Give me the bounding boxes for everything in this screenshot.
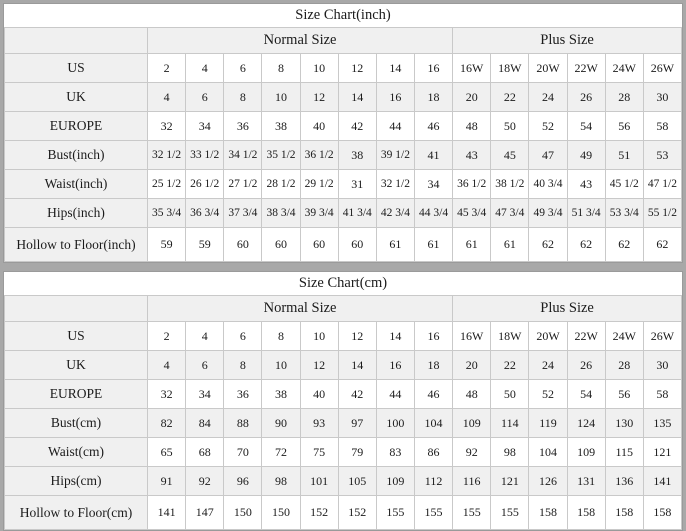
- table-cell: 6: [224, 54, 262, 83]
- table-cell: 158: [567, 496, 605, 530]
- table-cell: 136: [605, 467, 643, 496]
- table-cell: 2: [148, 322, 186, 351]
- table-cell: 155: [414, 496, 452, 530]
- table-row: [5, 380, 682, 409]
- table-cell: 38: [262, 112, 300, 141]
- table-row: [5, 228, 682, 262]
- table-cell: 72: [262, 438, 300, 467]
- table-cell: 36: [224, 112, 262, 141]
- table-cell: 96: [224, 467, 262, 496]
- table-cell: 25 1/2: [148, 170, 186, 199]
- table-cell: 32: [148, 380, 186, 409]
- table-cell: 46: [414, 112, 452, 141]
- table-cell: 135: [643, 409, 681, 438]
- table-cell: 39 1/2: [376, 141, 414, 170]
- chart-title: Size Chart(cm): [5, 272, 682, 296]
- row-label: EUROPE: [5, 380, 148, 409]
- table-cell: 2: [148, 54, 186, 83]
- table-cell: 4: [186, 54, 224, 83]
- table-cell: 105: [338, 467, 376, 496]
- table-cell: 155: [491, 496, 529, 530]
- table-cell: 8: [262, 322, 300, 351]
- table-cell: 38: [262, 380, 300, 409]
- table-cell: 59: [186, 228, 224, 262]
- table-cell: 52: [529, 380, 567, 409]
- row-label: EUROPE: [5, 112, 148, 141]
- table-cell: 54: [567, 112, 605, 141]
- table-cell: 116: [453, 467, 491, 496]
- table-row: [5, 322, 682, 351]
- row-label: Waist(cm): [5, 438, 148, 467]
- table-row: [5, 467, 682, 496]
- table-cell: 83: [376, 438, 414, 467]
- table-cell: 150: [224, 496, 262, 530]
- table-cell: 100: [376, 409, 414, 438]
- row-label: Hollow to Floor(cm): [5, 496, 148, 530]
- table-cell: 124: [567, 409, 605, 438]
- table-cell: 58: [643, 380, 681, 409]
- table-cell: 60: [224, 228, 262, 262]
- table-row: [5, 438, 682, 467]
- table-cell: 60: [300, 228, 338, 262]
- table-cell: 61: [376, 228, 414, 262]
- table-cell: 30: [643, 83, 681, 112]
- table-cell: 10: [262, 83, 300, 112]
- table-cell: 36 3/4: [186, 199, 224, 228]
- table-cell: 22: [491, 351, 529, 380]
- group-header: Normal Size: [148, 296, 453, 322]
- chart-title-row: [5, 272, 682, 296]
- table-cell: 37 3/4: [224, 199, 262, 228]
- table-cell: 6: [224, 322, 262, 351]
- table-cell: 41 3/4: [338, 199, 376, 228]
- table-cell: 10: [262, 351, 300, 380]
- table-cell: 53: [643, 141, 681, 170]
- table-cell: 59: [148, 228, 186, 262]
- table-cell: 119: [529, 409, 567, 438]
- table-cell: 18W: [491, 54, 529, 83]
- table-cell: 16: [376, 83, 414, 112]
- table-cell: 30: [643, 351, 681, 380]
- table-cell: 62: [529, 228, 567, 262]
- table-cell: 104: [414, 409, 452, 438]
- table-cell: 34 1/2: [224, 141, 262, 170]
- table-cell: 38 3/4: [262, 199, 300, 228]
- table-cell: 48: [453, 112, 491, 141]
- table-cell: 26W: [643, 54, 681, 83]
- table-cell: 56: [605, 112, 643, 141]
- table-cell: 22: [491, 83, 529, 112]
- chart-title: Size Chart(inch): [5, 4, 682, 28]
- table-cell: 92: [453, 438, 491, 467]
- table-cell: 12: [338, 54, 376, 83]
- group-header-row: [5, 296, 682, 322]
- table-cell: 48: [453, 380, 491, 409]
- group-header: Plus Size: [453, 296, 682, 322]
- table-cell: 20W: [529, 322, 567, 351]
- table-cell: 22W: [567, 322, 605, 351]
- table-cell: 12: [338, 322, 376, 351]
- table-cell: 26: [567, 83, 605, 112]
- table-cell: 68: [186, 438, 224, 467]
- table-cell: 158: [529, 496, 567, 530]
- group-header: Plus Size: [453, 28, 682, 54]
- table-cell: 18: [414, 351, 452, 380]
- table-cell: 44: [376, 112, 414, 141]
- table-cell: 38: [338, 141, 376, 170]
- table-cell: 40: [300, 380, 338, 409]
- table-cell: 62: [605, 228, 643, 262]
- table-cell: 14: [376, 54, 414, 83]
- table-cell: 28 1/2: [262, 170, 300, 199]
- table-cell: 32: [148, 112, 186, 141]
- table-cell: 44: [376, 380, 414, 409]
- table-row: [5, 496, 682, 530]
- table-cell: 14: [376, 322, 414, 351]
- table-cell: 32 1/2: [148, 141, 186, 170]
- group-header: Normal Size: [148, 28, 453, 54]
- table-cell: 24W: [605, 54, 643, 83]
- table-cell: 61: [414, 228, 452, 262]
- table-cell: 47: [529, 141, 567, 170]
- table-cell: 98: [262, 467, 300, 496]
- table-cell: 8: [224, 351, 262, 380]
- table-cell: 82: [148, 409, 186, 438]
- table-cell: 4: [148, 351, 186, 380]
- table-cell: 44 3/4: [414, 199, 452, 228]
- table-cell: 34: [186, 112, 224, 141]
- table-cell: 150: [262, 496, 300, 530]
- table-cell: 84: [186, 409, 224, 438]
- table-cell: 28: [605, 83, 643, 112]
- table-cell: 54: [567, 380, 605, 409]
- row-label: Hips(cm): [5, 467, 148, 496]
- table-cell: 40 3/4: [529, 170, 567, 199]
- table-cell: 97: [338, 409, 376, 438]
- table-cell: 8: [224, 83, 262, 112]
- table-cell: 109: [376, 467, 414, 496]
- table-row: [5, 199, 682, 228]
- table-cell: 29 1/2: [300, 170, 338, 199]
- row-label: UK: [5, 83, 148, 112]
- table-cell: 43: [453, 141, 491, 170]
- table-cell: 121: [491, 467, 529, 496]
- table-cell: 14: [338, 351, 376, 380]
- table-cell: 152: [338, 496, 376, 530]
- table-cell: 12: [300, 351, 338, 380]
- group-header-row: [5, 28, 682, 54]
- table-cell: 121: [643, 438, 681, 467]
- size-chart-cm: [3, 271, 683, 531]
- table-row: [5, 170, 682, 199]
- table-cell: 46: [414, 380, 452, 409]
- table-cell: 158: [605, 496, 643, 530]
- row-label: Hollow to Floor(inch): [5, 228, 148, 262]
- table-cell: 93: [300, 409, 338, 438]
- table-cell: 55 1/2: [643, 199, 681, 228]
- table-cell: 26W: [643, 322, 681, 351]
- size-chart-inch-table: [4, 4, 682, 262]
- table-cell: 98: [491, 438, 529, 467]
- table-cell: 141: [148, 496, 186, 530]
- size-chart-cm-body: [5, 272, 682, 530]
- table-cell: 61: [491, 228, 529, 262]
- table-cell: 58: [643, 112, 681, 141]
- size-chart-cm-table: [4, 272, 682, 530]
- table-cell: 45: [491, 141, 529, 170]
- chart-title-row: [5, 4, 682, 28]
- table-cell: 50: [491, 380, 529, 409]
- table-cell: 49 3/4: [529, 199, 567, 228]
- table-cell: 42: [338, 112, 376, 141]
- row-label: Hips(inch): [5, 199, 148, 228]
- table-cell: 27 1/2: [224, 170, 262, 199]
- table-cell: 49: [567, 141, 605, 170]
- table-cell: 18W: [491, 322, 529, 351]
- table-cell: 141: [643, 467, 681, 496]
- table-cell: 50: [491, 112, 529, 141]
- table-cell: 16W: [453, 54, 491, 83]
- row-label: Waist(inch): [5, 170, 148, 199]
- table-cell: 60: [338, 228, 376, 262]
- table-cell: 8: [262, 54, 300, 83]
- table-cell: 24: [529, 351, 567, 380]
- table-row: [5, 141, 682, 170]
- table-row: [5, 83, 682, 112]
- table-cell: 34: [414, 170, 452, 199]
- row-label: US: [5, 322, 148, 351]
- table-cell: 20: [453, 83, 491, 112]
- table-cell: 104: [529, 438, 567, 467]
- table-row: [5, 112, 682, 141]
- table-cell: 51 3/4: [567, 199, 605, 228]
- table-cell: 61: [453, 228, 491, 262]
- table-cell: 36: [224, 380, 262, 409]
- table-cell: 47 3/4: [491, 199, 529, 228]
- table-cell: 28: [605, 351, 643, 380]
- table-row: [5, 54, 682, 83]
- table-cell: 16: [414, 54, 452, 83]
- row-label: Bust(cm): [5, 409, 148, 438]
- table-cell: 33 1/2: [186, 141, 224, 170]
- table-cell: 36 1/2: [453, 170, 491, 199]
- table-cell: 6: [186, 351, 224, 380]
- table-cell: 101: [300, 467, 338, 496]
- table-cell: 45 3/4: [453, 199, 491, 228]
- table-cell: 12: [300, 83, 338, 112]
- row-label: US: [5, 54, 148, 83]
- table-cell: 24W: [605, 322, 643, 351]
- table-cell: 32 1/2: [376, 170, 414, 199]
- row-label: Bust(inch): [5, 141, 148, 170]
- table-cell: 34: [186, 380, 224, 409]
- table-cell: 4: [148, 83, 186, 112]
- table-cell: 31: [338, 170, 376, 199]
- table-cell: 36 1/2: [300, 141, 338, 170]
- table-cell: 86: [414, 438, 452, 467]
- table-cell: 26: [567, 351, 605, 380]
- table-cell: 45 1/2: [605, 170, 643, 199]
- table-cell: 52: [529, 112, 567, 141]
- table-cell: 75: [300, 438, 338, 467]
- table-cell: 6: [186, 83, 224, 112]
- table-cell: 70: [224, 438, 262, 467]
- table-cell: 60: [262, 228, 300, 262]
- table-cell: 10: [300, 54, 338, 83]
- table-cell: 131: [567, 467, 605, 496]
- table-cell: 22W: [567, 54, 605, 83]
- table-cell: 10: [300, 322, 338, 351]
- table-cell: 158: [643, 496, 681, 530]
- table-cell: 26 1/2: [186, 170, 224, 199]
- table-cell: 91: [148, 467, 186, 496]
- table-cell: 62: [567, 228, 605, 262]
- table-cell: 43: [567, 170, 605, 199]
- table-cell: 16: [414, 322, 452, 351]
- table-cell: 88: [224, 409, 262, 438]
- table-cell: 112: [414, 467, 452, 496]
- size-chart-inch-body: [5, 4, 682, 262]
- table-cell: 79: [338, 438, 376, 467]
- table-cell: 16W: [453, 322, 491, 351]
- table-cell: 47 1/2: [643, 170, 681, 199]
- table-cell: 35 1/2: [262, 141, 300, 170]
- table-cell: 20W: [529, 54, 567, 83]
- table-cell: 14: [338, 83, 376, 112]
- table-cell: 42: [338, 380, 376, 409]
- table-cell: 147: [186, 496, 224, 530]
- table-cell: 51: [605, 141, 643, 170]
- size-chart-inch: [3, 3, 683, 263]
- table-cell: 53 3/4: [605, 199, 643, 228]
- table-row: [5, 351, 682, 380]
- table-cell: 65: [148, 438, 186, 467]
- table-cell: 155: [376, 496, 414, 530]
- table-cell: 62: [643, 228, 681, 262]
- table-cell: 38 1/2: [491, 170, 529, 199]
- table-cell: 152: [300, 496, 338, 530]
- table-cell: 92: [186, 467, 224, 496]
- group-header-blank: [5, 296, 148, 322]
- table-cell: 115: [605, 438, 643, 467]
- row-label: UK: [5, 351, 148, 380]
- table-cell: 114: [491, 409, 529, 438]
- table-cell: 41: [414, 141, 452, 170]
- table-cell: 4: [186, 322, 224, 351]
- table-cell: 56: [605, 380, 643, 409]
- table-cell: 16: [376, 351, 414, 380]
- table-cell: 35 3/4: [148, 199, 186, 228]
- table-cell: 90: [262, 409, 300, 438]
- table-cell: 24: [529, 83, 567, 112]
- table-cell: 40: [300, 112, 338, 141]
- table-cell: 155: [453, 496, 491, 530]
- table-cell: 39 3/4: [300, 199, 338, 228]
- table-cell: 130: [605, 409, 643, 438]
- table-row: [5, 409, 682, 438]
- table-cell: 42 3/4: [376, 199, 414, 228]
- table-cell: 109: [567, 438, 605, 467]
- table-cell: 126: [529, 467, 567, 496]
- table-cell: 20: [453, 351, 491, 380]
- table-cell: 109: [453, 409, 491, 438]
- group-header-blank: [5, 28, 148, 54]
- table-cell: 18: [414, 83, 452, 112]
